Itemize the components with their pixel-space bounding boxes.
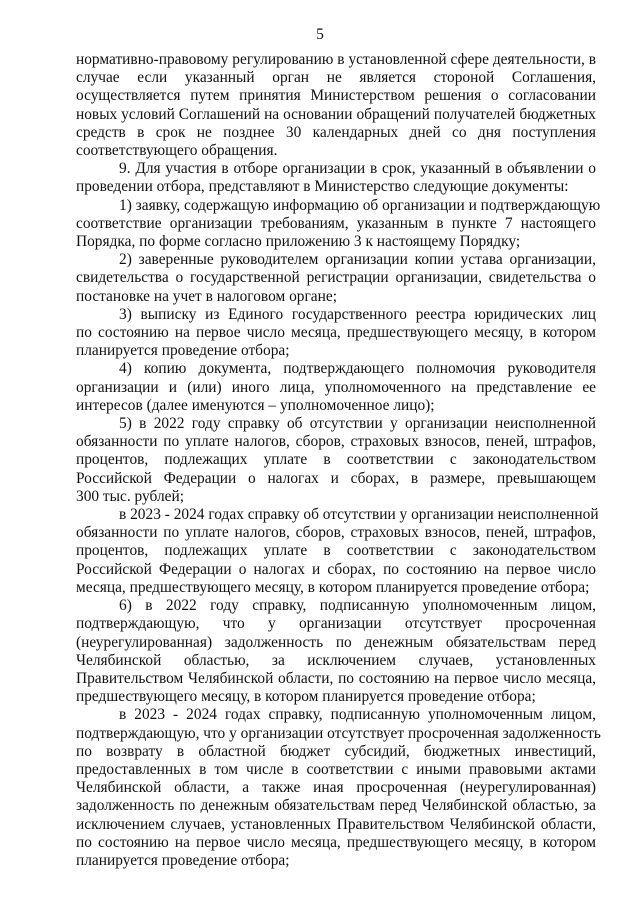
text-line: интересов (далее именуются – уполномоченное лицо); (76, 396, 435, 414)
text-line: случае если указанный орган не является стороной Соглашения, (76, 69, 596, 87)
text-line: свидетельства о государственной регистрации организации, свидетельства о (76, 269, 596, 287)
text-line: постановке на учет в налоговом органе; (76, 287, 337, 305)
text-line: 6) в 2022 году справку, подписанную уполномоченным лицом, (119, 597, 596, 615)
text-line: предоставленных в том числе в соответствии с иными правовыми актами (76, 760, 596, 778)
paragraph (76, 196, 601, 252)
text-line: новых условий Соглашений на основании обращений получателей бюджетных (76, 105, 596, 123)
text-line: в 2023 - 2024 годах справку, подписанную уполномоченным лицом, (119, 706, 596, 724)
paragraph (76, 51, 596, 160)
paragraph (76, 160, 596, 196)
text-line: 1) заявку, содержащую информацию об организации и подтверждающую (119, 196, 601, 214)
text-line: в 2023 - 2024 годах справку об отсутствии у организации неисполненной (119, 506, 599, 524)
text-line: 5) в 2022 году справку об отсутствии у организации неисполненной (119, 415, 596, 433)
text-line: процентов, подлежащих уплате в соответствии с законодательством (76, 542, 596, 560)
text-line: месяца, предшествующего месяцу, в котором планируется проведение отбора; (76, 578, 590, 596)
text-line: средств в срок не позднее 30 календарных дней со дня поступления (76, 123, 596, 141)
text-line: Челябинской области, а также иная просроченная (неурегулированная) (76, 779, 596, 797)
text-line: планируется проведение отбора; (76, 851, 290, 869)
text-line: 4) копию документа, подтверждающего полномочия руководителя (119, 360, 596, 378)
text-line: обязанности по уплате налогов, сборов, страховых взносов, пеней, штрафов, (76, 524, 596, 542)
text-line: по возврату в областной бюджет субсидий, бюджетных инвестиций, (76, 742, 596, 760)
paragraph (76, 415, 596, 506)
paragraph (76, 251, 596, 306)
text-line: подтверждающую, что у организации отсутствует просроченная задолженность (76, 724, 601, 742)
text-line: предшествующего месяцу, в котором планируется проведение отбора; (76, 688, 536, 706)
text-line: проведении отбора, представляют в Министерство следующие документы: (76, 178, 569, 196)
text-line: 300 тыс. рублей; (76, 487, 184, 505)
text-line: планируется проведение отбора; (76, 342, 290, 360)
text-line: соответствие организации требованиям, указанным в пункте 7 настоящего (76, 214, 596, 232)
text-line: задолженность по денежным обязательствам перед Челябинской областью, за (76, 797, 596, 815)
text-line: исключением случаев, установленных Правительством Челябинской области, (76, 815, 596, 833)
text-line: по состоянию на первое число месяца, предшествующего месяцу, в котором (76, 324, 596, 342)
text-line: подтверждающую, что у организации отсутствует просроченная (76, 615, 596, 633)
paragraph (76, 597, 596, 706)
text-line: нормативно-правовому регулированию в установленной сфере деятельности, в (76, 51, 596, 68)
paragraph (76, 706, 601, 870)
document-body (76, 51, 601, 870)
text-line: Порядка, по форме согласно приложению 3 к настоящему Порядку; (76, 233, 521, 251)
text-line: 9. Для участия в отборе организации в срок, указанный в объявлении о (119, 160, 596, 178)
text-line: 3) выписку из Единого государственного реестра юридических лиц (119, 305, 596, 323)
text-line: соответствующего обращения. (76, 142, 278, 160)
paragraph (76, 506, 599, 597)
text-line: по состоянию на первое число месяца, предшествующего месяцу, в котором (76, 833, 596, 851)
text-line: осуществляется путем принятия Министерством решения о согласовании (76, 87, 596, 105)
paragraph (76, 306, 596, 361)
text-line: 2) заверенные руководителем организации копии устава организации, (119, 251, 596, 269)
text-line: (неурегулированная) задолженность по денежным обязательствам перед (76, 633, 596, 651)
text-line: Российской Федерации о налогах и сборах, в размере, превышающем (76, 469, 596, 487)
text-line: Правительством Челябинской области, по состоянию на первое число месяца, (76, 669, 596, 687)
text-line: Челябинской областью, за исключением случаев, установленных (76, 651, 596, 669)
text-line: Российской Федерации о налогах и сборах, по состоянию на первое число (76, 560, 596, 578)
text-line: организации и (или) иного лица, уполномоченного на представление ее (76, 378, 596, 396)
paragraph (76, 360, 596, 415)
text-line: процентов, подлежащих уплате в соответствии с законодательством (76, 451, 596, 469)
page-number: 5 (316, 26, 324, 43)
text-line: обязанности по уплате налогов, сборов, страховых взносов, пеней, штрафов, (76, 433, 596, 451)
